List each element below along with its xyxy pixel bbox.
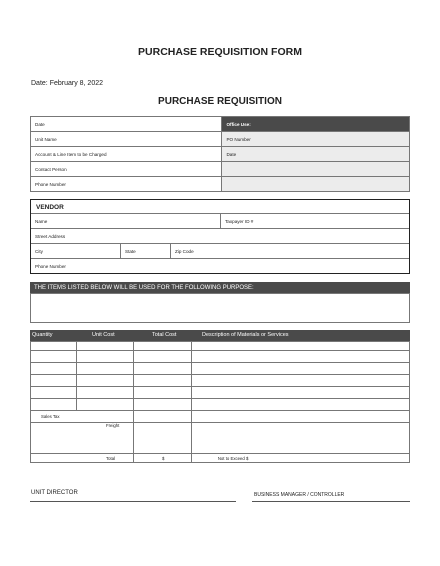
office-use-header: Office Use:: [222, 117, 410, 132]
account-field[interactable]: Account & Line Item to be Charged: [31, 147, 222, 162]
unit-name-field[interactable]: Unit Name: [31, 132, 222, 147]
sales-tax-value[interactable]: [133, 411, 191, 423]
business-manager-label: BUSINESS MANAGER / CONTROLLER: [254, 492, 345, 498]
table-row: [31, 423, 410, 454]
phone-number-field[interactable]: Phone Number: [31, 177, 222, 192]
requester-table: [30, 116, 410, 192]
state-field[interactable]: State: [121, 244, 171, 258]
table-row: [31, 363, 410, 375]
table-row: [31, 375, 410, 387]
business-manager-signature-line[interactable]: [252, 501, 410, 502]
table-row: [31, 177, 410, 192]
table-row: [31, 162, 410, 177]
date-value: February 8, 2022: [49, 80, 103, 87]
form-title: PURCHASE REQUISITION FORM: [138, 46, 302, 58]
table-row: [31, 147, 410, 162]
freight-label: Freight: [31, 423, 134, 454]
table-row: [31, 454, 410, 463]
office-date-field[interactable]: Date: [222, 147, 410, 162]
date-line: [31, 80, 103, 87]
contact-person-field[interactable]: Contact Person: [31, 162, 222, 177]
unit-cost-column-header: Unit Cost: [92, 332, 115, 338]
vendor-row: [31, 244, 409, 259]
vendor-row: [31, 214, 409, 229]
freight-value[interactable]: [133, 423, 191, 454]
items-table: [30, 341, 410, 463]
table-row: [31, 399, 410, 411]
sales-tax-label: Sales Tax: [31, 411, 134, 423]
table-row: [31, 132, 410, 147]
city-field[interactable]: City: [31, 244, 121, 258]
street-address-field[interactable]: Street Address: [35, 233, 66, 239]
description-column-header: Description of Materials or Services: [202, 332, 289, 338]
total-cost-column-header: Total Cost: [152, 332, 177, 338]
date-field[interactable]: Date: [31, 117, 222, 132]
purpose-header: THE ITEMS LISTED BELOW WILL BE USED FOR THE FOLLOWING PURPOSE:: [30, 282, 410, 293]
unit-director-label: UNIT DIRECTOR: [31, 490, 78, 496]
not-to-exceed-field[interactable]: Not to Exceed $: [191, 454, 409, 463]
date-label: Date:: [31, 80, 48, 87]
table-row: [31, 342, 410, 351]
zip-code-field[interactable]: Zip Code: [175, 248, 194, 254]
vendor-row: [31, 229, 409, 244]
table-row: [31, 411, 410, 423]
table-row: [31, 351, 410, 363]
total-label: Total: [31, 454, 134, 463]
vendor-header: VENDOR: [31, 200, 409, 214]
purpose-input[interactable]: [30, 293, 410, 323]
office-blank-field[interactable]: [222, 162, 410, 177]
items-header: [30, 330, 410, 341]
vendor-phone-field[interactable]: Phone Number: [35, 263, 66, 269]
total-dollar[interactable]: $: [133, 454, 191, 463]
vendor-name-field[interactable]: Name: [31, 214, 221, 228]
taxpayer-id-field[interactable]: Taxpayer ID #: [225, 218, 254, 224]
form-subtitle: PURCHASE REQUISITION: [158, 96, 282, 107]
vendor-row: [31, 259, 409, 273]
unit-director-signature-line[interactable]: [30, 501, 236, 502]
quantity-column-header: Quantity: [32, 332, 53, 338]
table-row: [31, 387, 410, 399]
po-number-field[interactable]: PO Number: [222, 132, 410, 147]
vendor-section: [30, 199, 410, 274]
office-blank-field[interactable]: [222, 177, 410, 192]
table-row: [31, 117, 410, 132]
